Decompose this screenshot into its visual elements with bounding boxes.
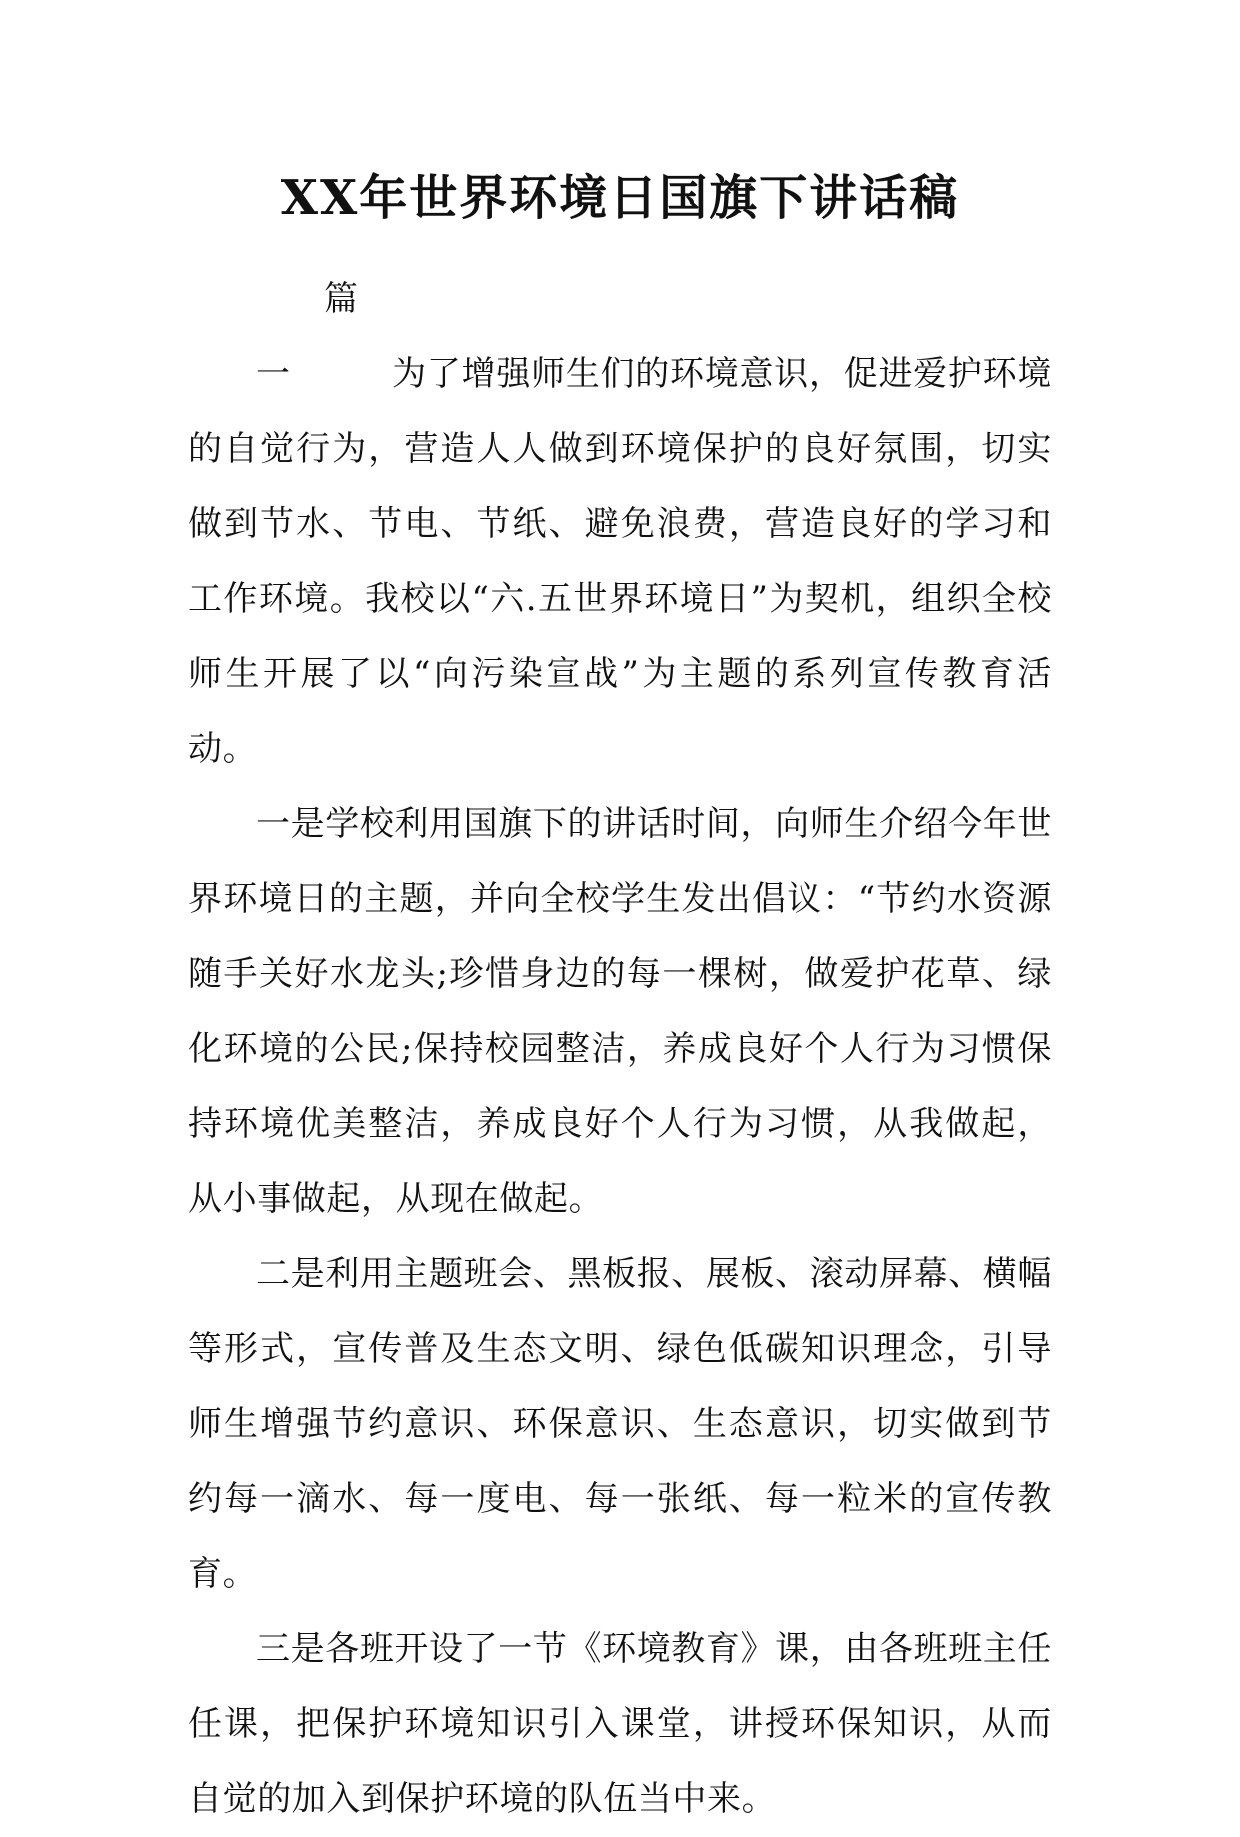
paragraph-2: 一是学校利用国旗下的讲话时间，向师生介绍今年世界环境日的主题，并向全校学生发出倡议：“节约水资源随手关好水龙头;珍惜身边的每一棵树，做爱护花草、绿化环境的公民;保持校园整洁，养成良好个人行为习惯保持环境优美整洁，养成良好个人行为习惯，从我做起，从小事做起，从现在做起。	[188, 804, 1052, 1219]
paragraph-1-text: 为了增强师生们的环境意识，促进爱护环境的自觉行为，营造人人做到环境保护的良好氛围，切实做到节水、节电、节纸、避免浪费，营造良好的学习和工作环境。我校以“六.五世界环境日”为契机，组织全校师生开展了以“向污染宣战”为主题的系列宣传教育活动。	[188, 354, 1052, 769]
document-title: XX年世界环境日国旗下讲话稿	[280, 170, 960, 226]
paragraph-3: 二是利用主题班会、黑板报、展板、滚动屏幕、横幅等形式，宣传普及生态文明、绿色低碳知识理念，引导师生增强节约意识、环保意识、生态意识，切实做到节约每一滴水、每一度电、每一张纸、每一粒米的宣传教育。	[188, 1254, 1052, 1594]
paragraph-4: 三是各班开设了一节《环境教育》课，由各班班主任任课，把保护环境知识引入课堂，讲授环保知识，从而自觉的加入到保护环境的队伍当中来。	[188, 1629, 1052, 1819]
document-body	[188, 262, 1052, 1837]
paragraph-1	[188, 262, 1052, 787]
section-label: 篇一	[256, 279, 359, 394]
